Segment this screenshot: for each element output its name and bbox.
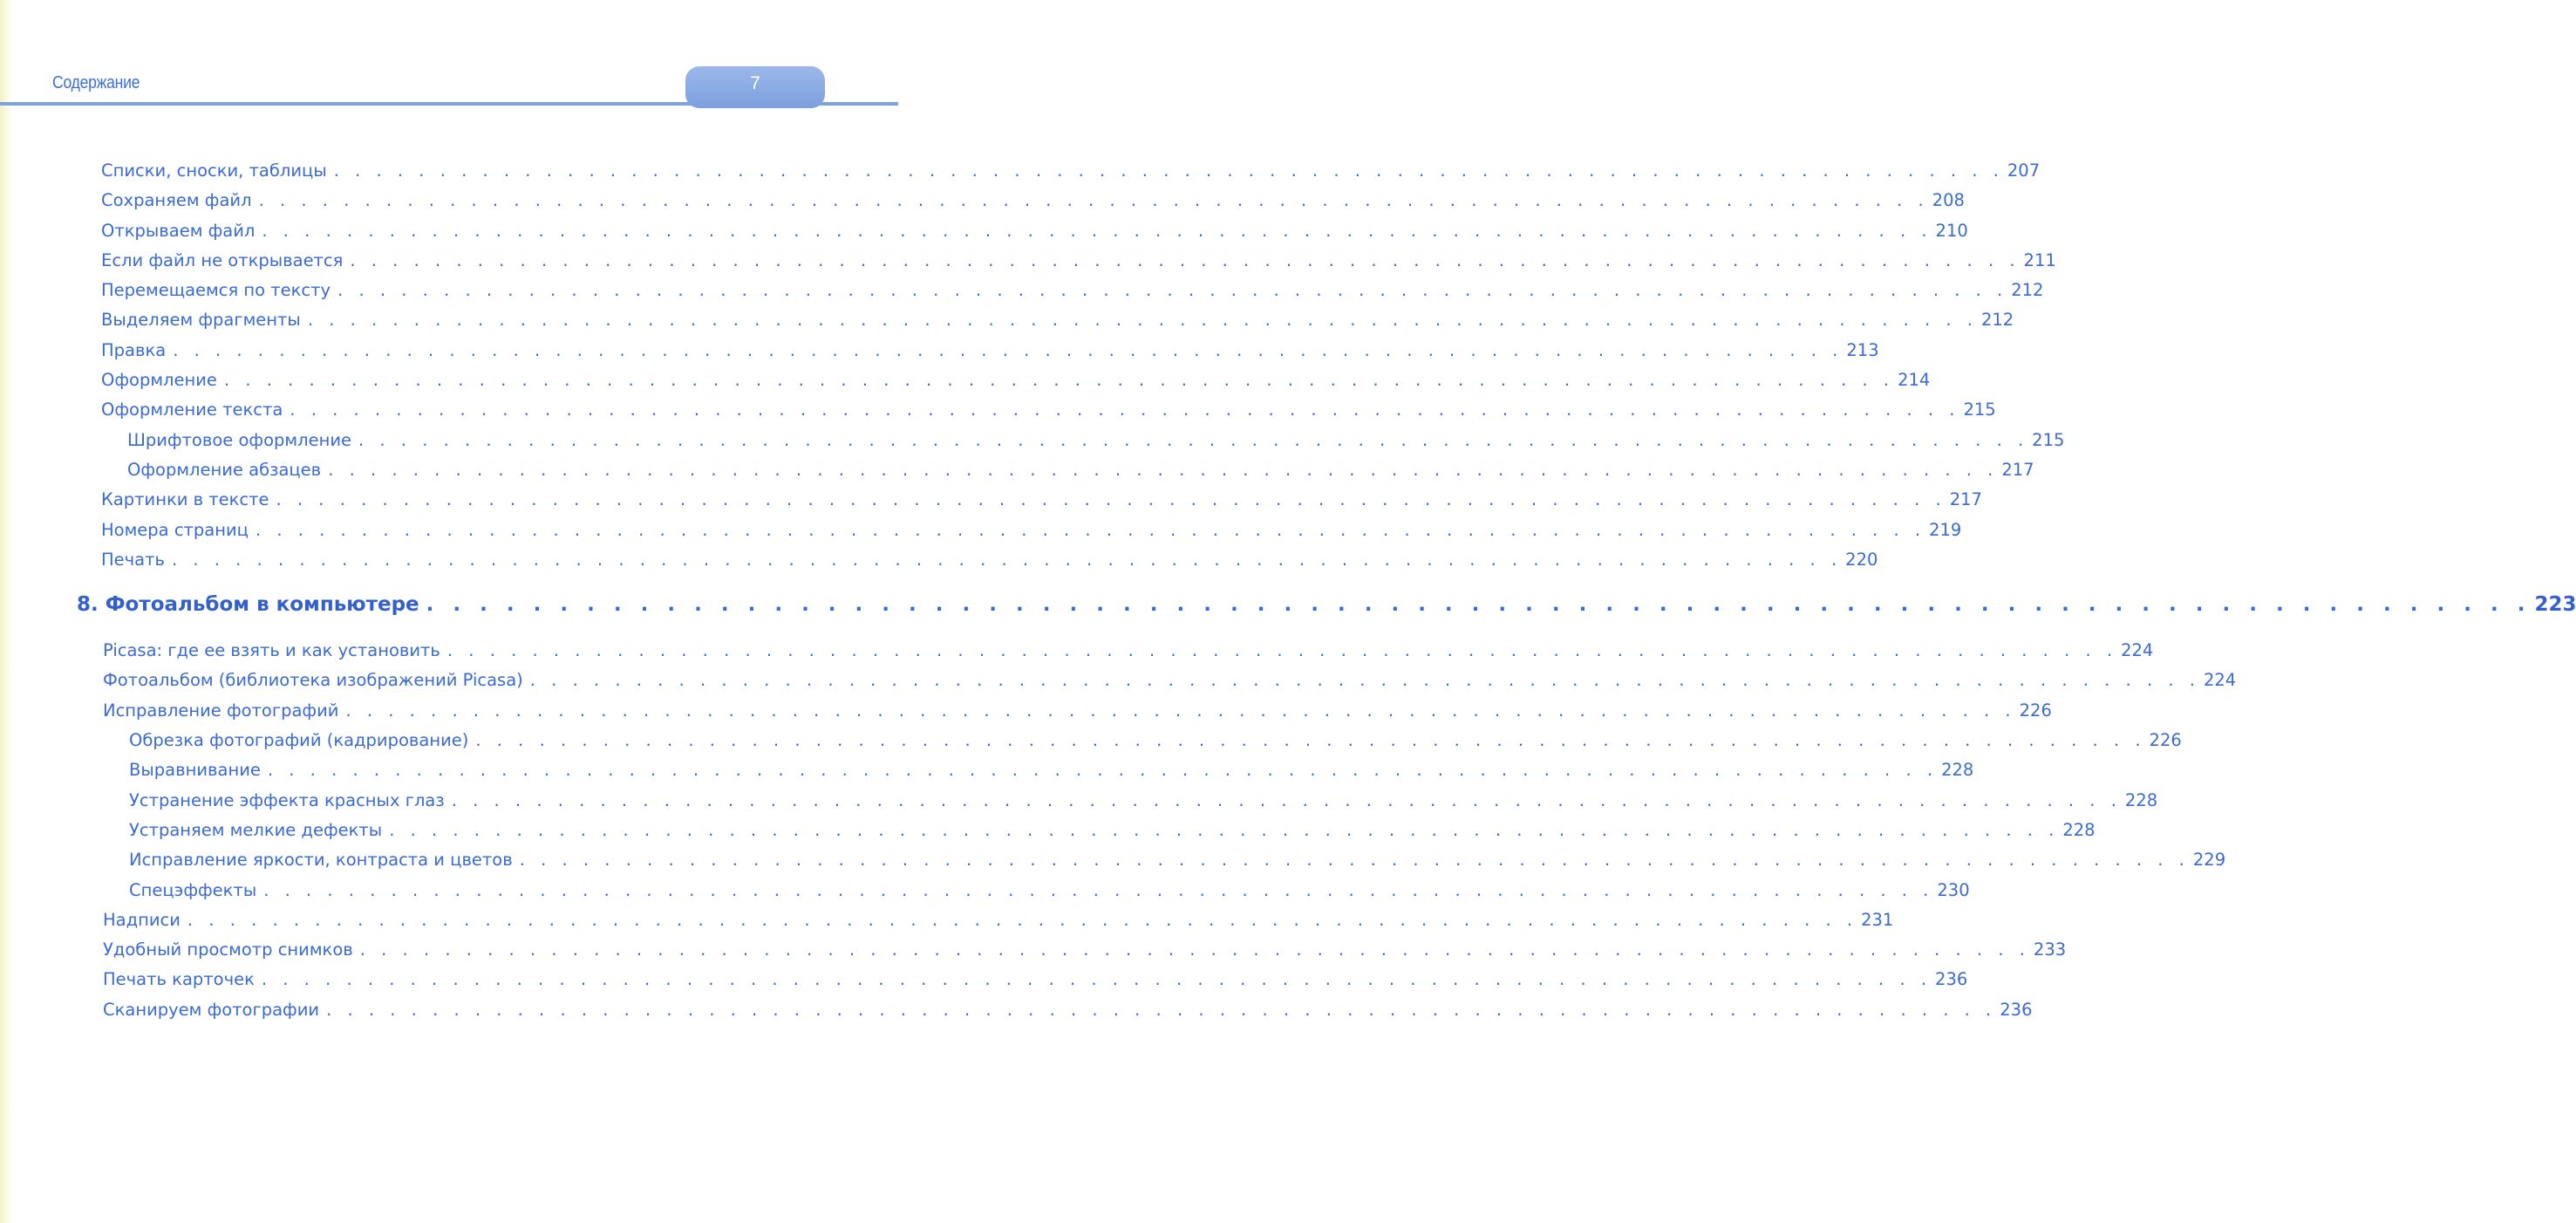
toc-entry[interactable] (101, 519, 1962, 550)
toc-entry[interactable] (103, 909, 1894, 939)
toc-entry[interactable] (101, 400, 1996, 429)
toc-entry-page: 233 (2033, 939, 2067, 960)
toc-entry-page: 230 (1937, 879, 1970, 900)
toc-entry-page: 211 (2023, 249, 2056, 270)
dot-leader: . . . . . . . . . . . . . . . . . . . . . . . . . . . . . . . . . . . . . . . . . . . . . . . . . . . . . . . . . . . . . . . . . . . . . . . . . . . . . . . (475, 730, 2146, 751)
toc-subentry[interactable] (127, 459, 2034, 489)
toc-entry-label: Спецэффекты (129, 879, 257, 900)
toc-entry-page: 210 (1935, 220, 1968, 241)
toc-entry-page: 212 (1980, 310, 2014, 331)
toc-entry-label: Фотоальбом (библиотека изображений Picasa) (103, 670, 523, 691)
dot-leader: . . . . . . . . . . . . . . . . . . . . . . . . . . . . . . . . . . . . . . . . . . . . . . . . . . . . . . . . . . . . . . . . . . . . . . . . . . . . . . . (358, 429, 2029, 450)
toc-entry[interactable] (101, 370, 1931, 400)
toc-subentry[interactable] (129, 760, 1974, 789)
toc-entry-page: 231 (1861, 909, 1894, 930)
toc-entry-label: Открываем файл (101, 220, 256, 241)
toc-entry-label: Если файл не открывается (101, 249, 344, 270)
toc-entry[interactable] (103, 939, 2067, 969)
chapter-title: 8. Фотоальбом в компьютере (77, 593, 419, 617)
toc-entry[interactable] (101, 249, 2056, 280)
toc-entry[interactable] (103, 640, 2154, 670)
toc-entry-label: Устранение эффекта красных глаз (129, 789, 445, 810)
toc-entry-label: Picasa: где ее взять и как установить (103, 640, 440, 661)
dot-leader: . . . . . . . . . . . . . . . . . . . . . . . . . . . . . . . . . . . . . . . . . . . . . . . . . . . . . . . . . . . . . . . . . . . . . . . . . . . . . . . (519, 850, 2190, 871)
toc-entry-page: 228 (1941, 760, 1974, 781)
toc-entry-page: 212 (2011, 280, 2044, 301)
dot-leader: . . . . . . . . . . . . . . . . . . . . . . . . . . . . . . . . . . . . . . . . . . . . . . . . . . . . . . . . . . . . . . . . . . . . . . . . . . . . . . . (255, 519, 1926, 540)
toc-entry-page: 217 (1949, 489, 1982, 510)
toc-entry-label: Печать (101, 549, 165, 570)
toc-entry-page: 224 (2203, 670, 2237, 691)
dot-leader: . . . . . . . . . . . . . . . . . . . . . . . . . . . . . . . . . . . . . . . . . . . . . . . . . . . . . . . . . . . . . . . . . . . . . . . . . . . . . . . (171, 549, 1843, 570)
dot-leader: . . . . . . . . . . . . . . . . . . . . . . . . . . . . . . . . . . . . . . . . . . . . . . . . . . . . . . . . . . . . . . . . . . . . . . . . . . . . . . . (267, 760, 1939, 781)
toc-entry-page: 214 (1898, 370, 1931, 391)
toc-entry-page: 219 (1929, 519, 1962, 540)
toc-entry-label: Надписи (103, 909, 181, 930)
dot-leader: . . . . . . . . . . . . . . . . . . . . . . . . . . . . . . . . . . . . . . . . . . . . . . . . . . . . . . . . . . . . . . . . . . . . . . . . . . . . . . . (326, 999, 1997, 1020)
toc-chapter-heading[interactable] (77, 593, 2576, 637)
dot-leader: . . . . . . . . . . . . . . . . . . . . . . . . . . . . . . . . . . . . . . . . . . . . . . . . . . . . . . . . . . . . . . . . . . . . . . . . . . . . . . . (187, 909, 1858, 930)
toc-entry[interactable] (101, 339, 1879, 370)
dot-leader: . . . . . . . . . . . . . . . . . . . . . . . . . . . . . . . . . . . . . . . . . . . . . . . . . . . . . . . . . . . . . . . . . . . . . . . . . . . . . . . (290, 400, 1960, 420)
toc-entry-page: 224 (2121, 640, 2154, 661)
dot-leader: . . . . . . . . . . . . . . . . . . . . . . . . . . . . . . . . . . . . . . . . . . . . . . . . . . . . . . . . . . . . . . . . . . . . . . . . . . . . . . . (345, 700, 2016, 721)
dot-leader: . . . . . . . . . . . . . . . . . . . . . . . . . . . . . . . . . . . . . . . . . . . . . . . . . . . . . . . . . . . . . . . . . . . . . . . . . . . . . . . (529, 670, 2200, 691)
toc-entry-page: 228 (2124, 789, 2158, 810)
toc-entry-page: 217 (2001, 459, 2034, 480)
dot-leader: . . . . . . . . . . . . . . . . . . . . . . . . . . . . . . . . . . . . . . . . . . . . . . . . . . . . . . . . . . . . . . . . . . . . . . . . . . . . . . . (350, 249, 2021, 270)
dot-leader: . . . . . . . . . . . . . . . . . . . . . . . . . . . . . . . . . . . . . . . . . . . . . . . . . . . . . . . . . . . . . . . . . . . . . . . . . . . . . . . (337, 280, 2008, 301)
toc-entry-label: Исправление фотографий (103, 700, 339, 721)
dot-leader: . . . . . . . . . . . . . . . . . . . . . . . . . . . . . . . . . . . . . . . . . . . . . . . . . . . . . . . . . . . . . . . . . . . . . . . . . . . . . . . (359, 939, 2030, 960)
toc-subentry[interactable] (129, 879, 1970, 910)
toc-subentry[interactable] (127, 429, 2065, 460)
toc-entry-label: Правка (101, 339, 167, 360)
toc-entry-label: Исправление яркости, контраста и цветов (129, 850, 513, 871)
toc-entry-page: 208 (1932, 190, 1965, 211)
toc-entry[interactable] (101, 220, 1968, 250)
toc-entry-label: Перемещаемся по тексту (101, 280, 331, 301)
toc-entry-label: Оформление (101, 370, 217, 391)
dot-leader: . . . . . . . . . . . . . . . . . . . . . . . . . . . . . . . . . . . . . . . . . . . . . . . . . . . . . . . . . . . . . . . . . . . . . . . . . . . . . . . (426, 593, 2532, 617)
toc-entry-label: Сохраняем файл (101, 190, 252, 211)
running-header-title: Содержание (52, 73, 140, 92)
toc-entry[interactable] (101, 489, 1982, 519)
toc-entry-label: Шрифтовое оформление (127, 429, 351, 450)
toc-entry-page: 215 (2032, 429, 2065, 450)
toc-entry-label: Обрезка фотографий (кадрирование) (129, 730, 469, 751)
toc-entry[interactable] (103, 999, 2033, 1029)
toc-entry-page: 207 (2007, 161, 2041, 181)
dot-leader: . . . . . . . . . . . . . . . . . . . . . . . . . . . . . . . . . . . . . . . . . . . . . . . . . . . . . . . . . . . . . . . . . . . . . . . . . . . . . . . (263, 879, 1934, 900)
toc-entry-label: Оформление абзацев (127, 459, 322, 480)
toc-entry[interactable] (101, 310, 2014, 339)
toc-entry[interactable] (101, 280, 2044, 310)
toc-entry-label: Выделяем фрагменты (101, 310, 301, 331)
toc-subentry[interactable] (129, 850, 2226, 879)
toc-entry[interactable] (103, 670, 2237, 700)
toc-subentry[interactable] (129, 819, 2096, 850)
dot-leader: . . . . . . . . . . . . . . . . . . . . . . . . . . . . . . . . . . . . . . . . . . . . . . . . . . . . . . . . . . . . . . . . . . . . . . . . . . . . . . . (446, 640, 2118, 661)
toc-entry-label: Оформление текста (101, 400, 283, 420)
page-number-tab (685, 66, 825, 108)
toc-subentry[interactable] (129, 789, 2158, 820)
toc-entry-label: Печать карточек (103, 969, 255, 990)
chapter-8-entries (0, 640, 2237, 1029)
toc-entry-page: 226 (2149, 730, 2182, 751)
toc-entry[interactable] (103, 700, 2052, 730)
toc-entry-label: Устраняем мелкие дефекты (129, 819, 383, 840)
toc-entry-label: Списки, сноски, таблицы (101, 161, 327, 181)
toc-entry-label: Сканируем фотографии (103, 999, 320, 1020)
toc-entry-label: Удобный просмотр снимков (103, 939, 353, 960)
dot-leader: . . . . . . . . . . . . . . . . . . . . . . . . . . . . . . . . . . . . . . . . . . . . . . . . . . . . . . . . . . . . . . . . . . . . . . . . . . . . . . . (223, 370, 1895, 391)
toc-entry-page: 229 (2192, 850, 2226, 871)
chapter-page: 223 (2534, 593, 2576, 617)
dot-leader: . . . . . . . . . . . . . . . . . . . . . . . . . . . . . . . . . . . . . . . . . . . . . . . . . . . . . . . . . . . . . . . . . . . . . . . . . . . . . . . (328, 459, 1999, 480)
page-number: 7 (750, 73, 760, 93)
toc-entry[interactable] (103, 969, 1968, 999)
toc-entry-label: Выравнивание (129, 760, 261, 781)
table-of-contents (0, 161, 2576, 1029)
toc-entry-page: 236 (1935, 969, 1968, 990)
dot-leader: . . . . . . . . . . . . . . . . . . . . . . . . . . . . . . . . . . . . . . . . . . . . . . . . . . . . . . . . . . . . . . . . . . . . . . . . . . . . . . . (262, 220, 1932, 241)
toc-entry-page: 228 (2062, 819, 2096, 840)
toc-entry-page: 236 (2000, 999, 2033, 1020)
toc-entry-page: 215 (1963, 400, 1996, 420)
dot-leader: . . . . . . . . . . . . . . . . . . . . . . . . . . . . . . . . . . . . . . . . . . . . . . . . . . . . . . . . . . . . . . . . . . . . . . . . . . . . . . . (173, 339, 1843, 360)
toc-subentry[interactable] (129, 730, 2182, 760)
toc-entry-page: 226 (2019, 700, 2052, 721)
dot-leader: . . . . . . . . . . . . . . . . . . . . . . . . . . . . . . . . . . . . . . . . . . . . . . . . . . . . . . . . . . . . . . . . . . . . . . . . . . . . . . . (389, 819, 2060, 840)
toc-entry-page: 213 (1846, 339, 1879, 360)
toc-entry-page: 220 (1845, 549, 1878, 570)
dot-leader: . . . . . . . . . . . . . . . . . . . . . . . . . . . . . . . . . . . . . . . . . . . . . . . . . . . . . . . . . . . . . . . . . . . . . . . . . . . . . . . (261, 969, 1932, 990)
dot-leader: . . . . . . . . . . . . . . . . . . . . . . . . . . . . . . . . . . . . . . . . . . . . . . . . . . . . . . . . . . . . . . . . . . . . . . . . . . . . . . . (258, 190, 1929, 211)
toc-entry[interactable] (101, 190, 1965, 220)
dot-leader: . . . . . . . . . . . . . . . . . . . . . . . . . . . . . . . . . . . . . . . . . . . . . . . . . . . . . . . . . . . . . . . . . . . . . . . . . . . . . . . (333, 161, 2004, 181)
dot-leader: . . . . . . . . . . . . . . . . . . . . . . . . . . . . . . . . . . . . . . . . . . . . . . . . . . . . . . . . . . . . . . . . . . . . . . . . . . . . . . . (276, 489, 1946, 510)
dot-leader: . . . . . . . . . . . . . . . . . . . . . . . . . . . . . . . . . . . . . . . . . . . . . . . . . . . . . . . . . . . . . . . . . . . . . . . . . . . . . . . (451, 789, 2122, 810)
toc-entry-label: Номера страниц (101, 519, 249, 540)
toc-entry[interactable] (101, 549, 1878, 579)
toc-entry-label: Картинки в тексте (101, 489, 269, 510)
toc-entry[interactable] (101, 161, 2041, 190)
dot-leader: . . . . . . . . . . . . . . . . . . . . . . . . . . . . . . . . . . . . . . . . . . . . . . . . . . . . . . . . . . . . . . . . . . . . . . . . . . . . . . . (307, 310, 1978, 331)
